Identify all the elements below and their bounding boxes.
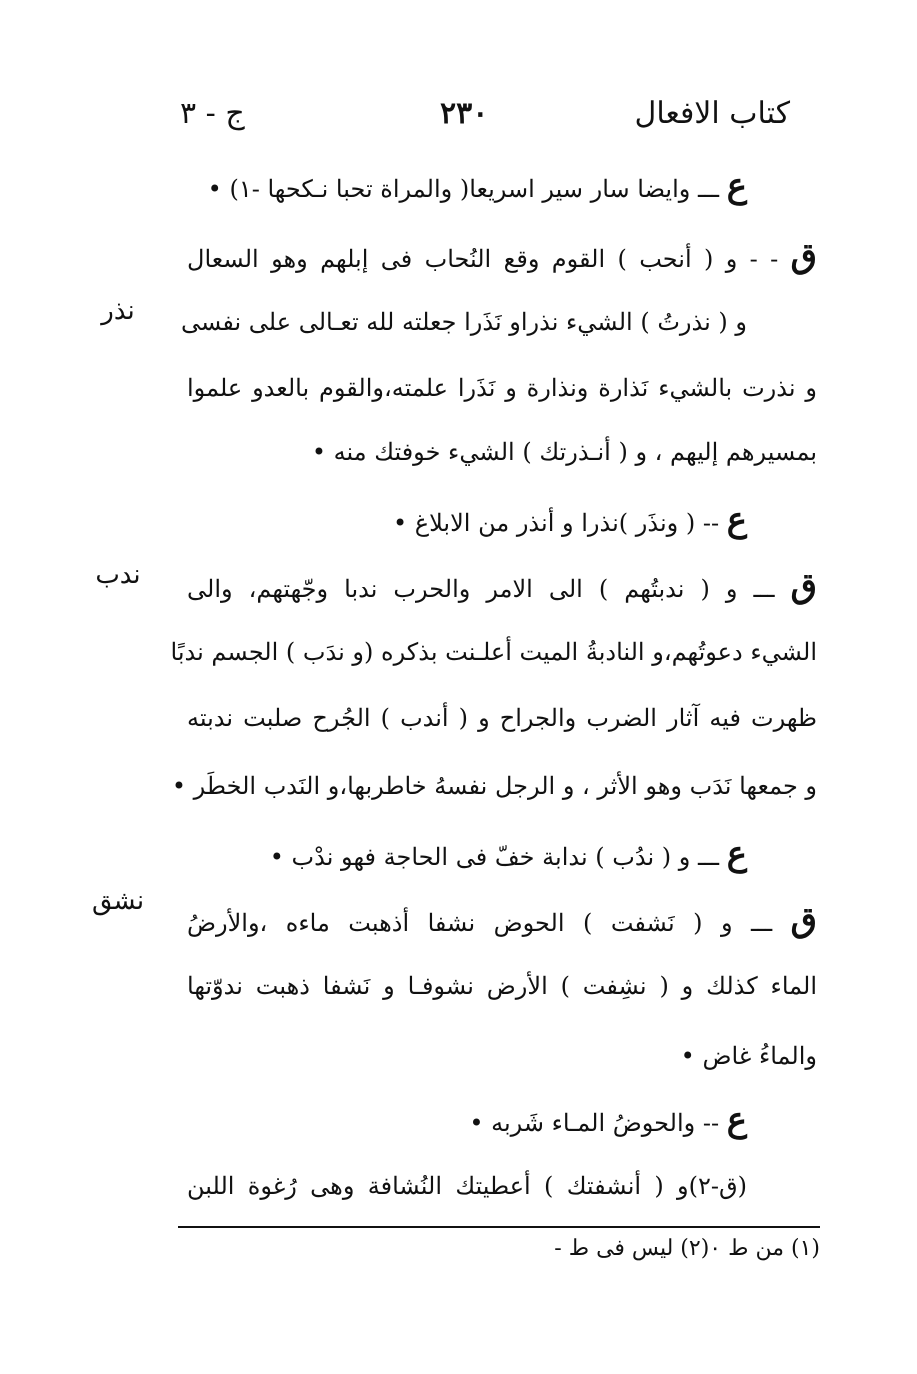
text-line xyxy=(187,698,817,738)
line-text: و نذرت بالشيء نَذارة ونذارة و نَذَرا علمته،والقوم بالعدو علموا xyxy=(187,374,817,402)
volume-label: ج - ٣ xyxy=(180,96,245,131)
text-line xyxy=(270,834,747,874)
text-line xyxy=(187,566,817,606)
text-line xyxy=(187,1166,747,1206)
line-text: الماء كذلك و ( نشِفت ) الأرض نشوفـا و نَشفا ذهبت ندوّتها xyxy=(187,972,817,1000)
line-text: ظهرت فيه آثار الضرب والجراح و ( أندب ) الجُرح صلبت ندبته xyxy=(187,704,817,732)
line-text: -- والحوضُ المـاء شَربه • xyxy=(469,1109,720,1137)
text-line xyxy=(312,432,817,472)
text-line xyxy=(681,1036,817,1076)
entry-marker: ع xyxy=(726,166,747,206)
footnote: (١) من ط ٠(٢) ليس فى ط - xyxy=(554,1236,820,1261)
line-text: ـــ و ( ندُب ) ندابة خفّ فى الحاجة فهو ندْب • xyxy=(269,843,720,871)
line-text: الشيء دعوتُهم،و النادبةُ الميت أعلـنت بذكره (و ندَب ) الجسم ندبًا xyxy=(170,638,817,666)
entry-marker: ق xyxy=(790,900,817,940)
text-line xyxy=(171,766,817,806)
text-line xyxy=(187,966,817,1006)
line-text: - - و ( أنحب ) القوم وقع النُحاب فى إبلهم وهو السعال xyxy=(187,245,779,273)
line-text: ـــ و ( ندبتُهم ) الى الامر والحرب ندبا وجّهتهم، والى xyxy=(187,575,775,603)
page-number: ٢٣٠ xyxy=(440,96,489,131)
book-title: كتاب الافعال xyxy=(634,96,790,131)
entry-marker: ق xyxy=(790,566,817,606)
line-text: بمسيرهم إليهم ، و ( أنـذرتك ) الشيء خوفتك منه • xyxy=(311,438,817,466)
page-header xyxy=(170,96,790,144)
margin-root-word: نشق xyxy=(91,886,145,916)
text-line xyxy=(187,900,817,940)
entry-marker: ع xyxy=(726,834,747,874)
margin-root-word: ندب xyxy=(95,560,141,590)
text-line xyxy=(469,1100,747,1140)
line-text: -- ( ونذَر )نذرا و أنذر من الابلاغ • xyxy=(393,509,720,537)
text-line xyxy=(181,302,747,342)
line-text: و ( نذرتُ ) الشيء نذراو نَذَرا جعلته لله تعـالى على نفسى xyxy=(180,308,747,336)
text-line xyxy=(208,166,747,206)
text-line xyxy=(187,236,817,276)
entry-marker: ق xyxy=(790,236,817,276)
line-text: والماءُ غاض • xyxy=(680,1042,817,1070)
entry-marker: ع xyxy=(726,500,747,540)
footnote-divider xyxy=(178,1226,820,1228)
line-text: (ق-٢)و ( أنشفتك ) أعطيتك النُشافة وهى رُغوة اللبن xyxy=(187,1172,747,1200)
line-text: و جمعها نَدَب وهو الأثر ، و الرجل نفسهُ خاطربها،و النَدب الخطَر • xyxy=(171,772,817,800)
line-text: ـــ وايضا سار سير اسريعا( والمراة تحبا نـكحها -١) • xyxy=(207,175,720,203)
line-text: ـــ و ( نَشفت ) الحوض نشفا أذهبت ماءه ،والأرضُ xyxy=(187,909,773,937)
margin-root-word: نذر xyxy=(101,296,135,326)
text-line xyxy=(187,368,817,408)
text-line xyxy=(393,500,747,540)
entry-marker: ع xyxy=(726,1100,747,1140)
text-line xyxy=(170,632,817,672)
